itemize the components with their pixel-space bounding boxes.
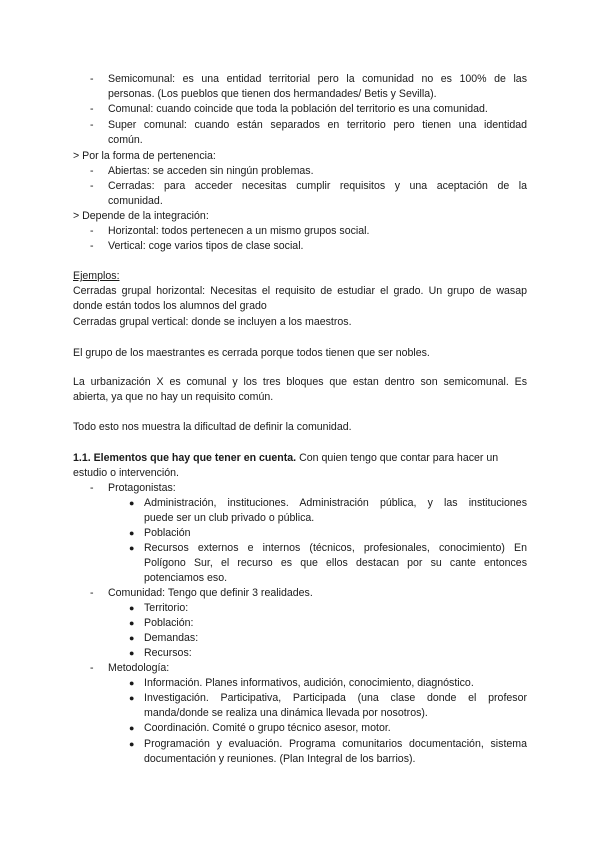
paragraph-cerradas-horizontal-cont: donde están todos los alumnos del grado bbox=[73, 300, 267, 312]
dash-marker: - bbox=[90, 119, 94, 131]
item-demandas: Demandas: bbox=[144, 632, 199, 644]
bullet-icon: ● bbox=[129, 723, 135, 733]
item-recursos-2: Recursos: bbox=[144, 647, 192, 659]
bullet-icon: ● bbox=[129, 543, 135, 553]
section-heading-rest: Con quien tengo que contar para hacer un bbox=[296, 452, 499, 464]
paragraph-maestrantes: El grupo de los maestrantes es cerrada porque todos tienen que ser nobles. bbox=[73, 347, 430, 359]
bullet-icon: ● bbox=[129, 498, 135, 508]
line-horizontal: Horizontal: todos pertenecen a un mismo grupos social. bbox=[108, 225, 370, 237]
bullet-icon: ● bbox=[129, 528, 135, 538]
bullet-icon: ● bbox=[129, 618, 135, 628]
dash-marker: - bbox=[90, 103, 94, 115]
item-poblacion-2: Población: bbox=[144, 617, 194, 629]
item-investigacion: Investigación. Participativa, Participada (una clase donde el profesor bbox=[144, 692, 527, 704]
bullet-icon: ● bbox=[129, 603, 135, 613]
item-recursos: Recursos externos e internos (técnicos, profesionales, conocimiento) En bbox=[144, 542, 527, 554]
paragraph-cerradas-vertical: Cerradas grupal vertical: donde se incluyen a los maestros. bbox=[73, 316, 352, 328]
dash-marker: - bbox=[90, 662, 94, 674]
item-administracion-cont: puede ser un club privado o pública. bbox=[144, 512, 315, 524]
bullet-icon: ● bbox=[129, 648, 135, 658]
item-programacion-cont: documentación y reuniones. (Plan Integral de los barrios). bbox=[144, 753, 416, 765]
item-investigacion-cont: manda/donde se realiza una dinámica llevada por nosotros). bbox=[144, 707, 428, 719]
line-comunal: Comunal: cuando coincide que toda la población del territorio es una comunidad. bbox=[108, 103, 488, 115]
line-cerradas-cont: comunidad. bbox=[108, 195, 163, 207]
line-cerradas: Cerradas: para acceder necesitas cumplir requisitos y una aceptación de la bbox=[108, 180, 527, 192]
bullet-icon: ● bbox=[129, 678, 135, 688]
paragraph-cerradas-horizontal: Cerradas grupal horizontal: Necesitas el requisito de estudiar el grado. Un grupo de wasap bbox=[73, 285, 527, 297]
bullet-icon: ● bbox=[129, 739, 135, 749]
paragraph-urbanizacion-cont: abierta, ya que no hay un requisito común. bbox=[73, 391, 274, 403]
section-heading-cont: estudio o intervención. bbox=[73, 467, 180, 479]
line-metodologia: Metodología: bbox=[108, 662, 170, 674]
item-territorio: Territorio: bbox=[144, 602, 189, 614]
dash-marker: - bbox=[90, 587, 94, 599]
section-heading-elementos bbox=[73, 452, 498, 465]
section-heading-bold: 1.1. Elementos que hay que tener en cuenta. bbox=[73, 452, 297, 464]
item-recursos-cont: Polígono Sur, el recurso es que ellos destacan por su cante entonces bbox=[144, 557, 527, 569]
item-recursos-cont2: potenciamos eso. bbox=[144, 572, 228, 584]
dash-marker: - bbox=[90, 482, 94, 494]
line-super-comunal-cont: común. bbox=[108, 134, 143, 146]
dash-marker: - bbox=[90, 240, 94, 252]
bullet-icon: ● bbox=[129, 693, 135, 703]
heading-pertenencia: > Por la forma de pertenencia: bbox=[73, 150, 216, 162]
line-protagonistas: Protagonistas: bbox=[108, 482, 176, 494]
item-poblacion: Población bbox=[144, 527, 191, 539]
dash-marker: - bbox=[90, 165, 94, 177]
line-semicomunal-cont: personas. (Los pueblos que tienen dos hermandades/ Betis y Sevilla). bbox=[108, 88, 437, 100]
paragraph-urbanizacion: La urbanización X es comunal y los tres bloques que estan dentro son semicomunal. Es bbox=[73, 376, 527, 388]
item-administracion: Administración, instituciones. Administración pública, y las instituciones bbox=[144, 497, 527, 509]
heading-ejemplos: Ejemplos: bbox=[73, 270, 120, 282]
line-super-comunal: Super comunal: cuando están separados en territorio pero tienen una identidad bbox=[108, 119, 527, 131]
dash-marker: - bbox=[90, 180, 94, 192]
bullet-icon: ● bbox=[129, 633, 135, 643]
item-informacion: Información. Planes informativos, audición, conocimiento, diagnóstico. bbox=[144, 677, 474, 689]
line-abiertas: Abiertas: se acceden sin ningún problemas. bbox=[108, 165, 314, 177]
dash-marker: - bbox=[90, 225, 94, 237]
line-vertical: Vertical: coge varios tipos de clase social. bbox=[108, 240, 304, 252]
item-programacion: Programación y evaluación. Programa comunitarios documentación, sistema bbox=[144, 738, 527, 750]
line-semicomunal: Semicomunal: es una entidad territorial pero la comunidad no es 100% de las bbox=[108, 73, 527, 85]
heading-integracion: > Depende de la integración: bbox=[73, 210, 209, 222]
dash-marker: - bbox=[90, 73, 94, 85]
line-comunidad: Comunidad: Tengo que definir 3 realidades. bbox=[108, 587, 313, 599]
paragraph-dificultad: Todo esto nos muestra la dificultad de definir la comunidad. bbox=[73, 421, 352, 433]
item-coordinacion: Coordinación. Comité o grupo técnico asesor, motor. bbox=[144, 722, 391, 734]
